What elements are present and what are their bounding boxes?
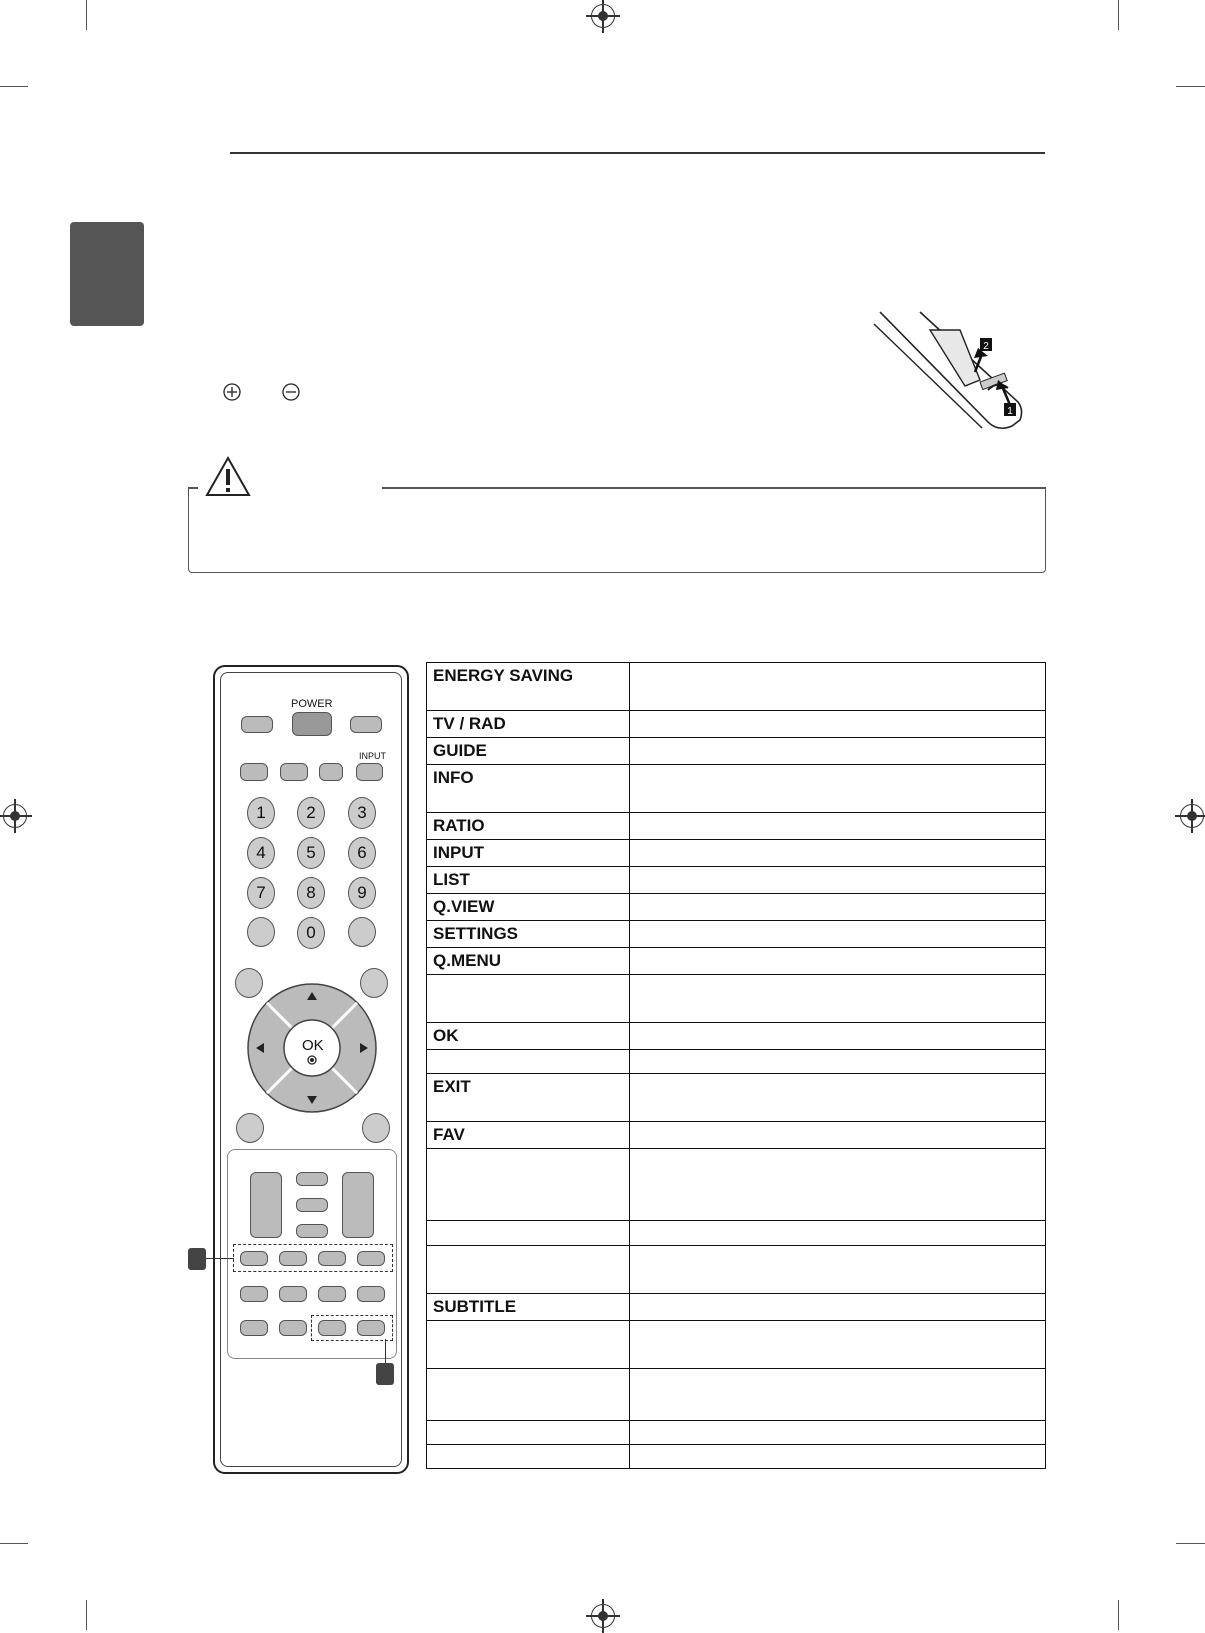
table-value	[630, 1074, 1046, 1122]
subtitle-button[interactable]	[357, 1286, 385, 1302]
table-value	[630, 1246, 1046, 1294]
callout-2-line	[385, 1339, 386, 1365]
number-3-button[interactable]: 3	[348, 797, 376, 829]
table-key	[427, 975, 630, 1023]
caution-box	[188, 487, 1046, 573]
channel-rocker[interactable]	[342, 1172, 374, 1238]
pause-button[interactable]	[318, 1286, 346, 1302]
remote-battery-illustration	[870, 310, 1030, 435]
mute-button[interactable]	[296, 1224, 328, 1238]
header-rule	[230, 152, 1045, 154]
qview-button[interactable]	[348, 917, 376, 947]
topt-button[interactable]	[357, 1320, 385, 1336]
fast-forward-button[interactable]	[279, 1320, 307, 1336]
table-value	[630, 663, 1046, 711]
table-value	[630, 921, 1046, 948]
plus-terminal-icon	[222, 382, 242, 402]
table-key: SETTINGS	[427, 921, 630, 948]
number-9-button[interactable]: 9	[348, 877, 376, 909]
callout-1-marker	[188, 1248, 206, 1270]
table-value	[630, 1369, 1046, 1421]
blue-button[interactable]	[357, 1251, 385, 1266]
table-key: FAV	[427, 1122, 630, 1149]
table-value	[630, 1050, 1046, 1074]
table-value	[630, 711, 1046, 738]
input-label: INPUT	[359, 751, 386, 761]
number-2-button[interactable]: 2	[297, 797, 325, 829]
registration-mark-left	[3, 804, 27, 828]
table-key: RATIO	[427, 813, 630, 840]
red-button[interactable]	[240, 1251, 268, 1266]
table-value	[630, 1294, 1046, 1321]
table-value	[630, 765, 1046, 813]
number-8-button[interactable]: 8	[297, 877, 325, 909]
table-key: TV / RAD	[427, 711, 630, 738]
table-key	[427, 1369, 630, 1421]
table-value	[630, 738, 1046, 765]
play-button[interactable]	[279, 1286, 307, 1302]
table-key	[427, 1246, 630, 1294]
power-button[interactable]	[292, 712, 332, 736]
yellow-button[interactable]	[318, 1251, 346, 1266]
table-key	[427, 1149, 630, 1221]
ok-label: OK	[302, 1037, 324, 1054]
green-button[interactable]	[279, 1251, 307, 1266]
ratio-button[interactable]	[319, 763, 343, 781]
number-0-button[interactable]: 0	[297, 917, 325, 949]
text-button[interactable]	[318, 1320, 346, 1336]
number-6-button[interactable]: 6	[348, 837, 376, 869]
table-value	[630, 948, 1046, 975]
table-key: OK	[427, 1023, 630, 1050]
table-value	[630, 1023, 1046, 1050]
callout-2-marker	[376, 1363, 394, 1385]
table-key: INFO	[427, 765, 630, 813]
table-key: LIST	[427, 867, 630, 894]
number-7-button[interactable]: 7	[247, 877, 275, 909]
tv-rad-button[interactable]	[350, 716, 382, 733]
table-value	[630, 894, 1046, 921]
fav-button[interactable]	[296, 1172, 328, 1186]
table-value	[630, 1149, 1046, 1221]
caution-box-top-left	[188, 487, 198, 489]
registration-mark-top	[591, 4, 615, 28]
number-1-button[interactable]: 1	[247, 797, 275, 829]
table-key	[427, 1321, 630, 1369]
registration-mark-bottom	[591, 1604, 615, 1628]
guide-button[interactable]	[240, 763, 268, 781]
exit-button[interactable]	[362, 1113, 390, 1143]
table-value	[630, 975, 1046, 1023]
simplink-button[interactable]	[296, 1198, 328, 1212]
table-key: GUIDE	[427, 738, 630, 765]
volume-rocker[interactable]	[250, 1172, 282, 1238]
info-button[interactable]	[280, 763, 308, 781]
table-key: SUBTITLE	[427, 1294, 630, 1321]
registration-mark-right	[1180, 804, 1204, 828]
table-key: ENERGY SAVING	[427, 663, 630, 711]
table-key	[427, 1421, 630, 1445]
table-value	[630, 867, 1046, 894]
table-value	[630, 1445, 1046, 1469]
table-value	[630, 1221, 1046, 1246]
table-key	[427, 1050, 630, 1074]
table-value	[630, 1122, 1046, 1149]
table-value	[630, 840, 1046, 867]
table-key: EXIT	[427, 1074, 630, 1122]
back-button[interactable]	[236, 1113, 264, 1143]
table-key	[427, 1445, 630, 1469]
stop-button[interactable]	[240, 1286, 268, 1302]
table-value	[630, 813, 1046, 840]
number-5-button[interactable]: 5	[297, 837, 325, 869]
battery-step-2: 2	[983, 341, 989, 352]
number-4-button[interactable]: 4	[247, 837, 275, 869]
power-label: POWER	[291, 698, 333, 710]
table-key: INPUT	[427, 840, 630, 867]
energy-saving-button[interactable]	[241, 716, 273, 733]
caution-box-top-right	[382, 487, 1045, 489]
list-button[interactable]	[247, 917, 275, 947]
chapter-tab	[70, 222, 144, 326]
table-key: Q.VIEW	[427, 894, 630, 921]
table-key: Q.MENU	[427, 948, 630, 975]
function-table	[426, 662, 1046, 1469]
callout-1-line	[206, 1258, 234, 1259]
input-button[interactable]	[356, 763, 383, 781]
minus-terminal-icon	[281, 382, 301, 402]
table-key	[427, 1221, 630, 1246]
table-value	[630, 1321, 1046, 1369]
battery-step-1: 1	[1007, 406, 1013, 417]
table-value	[630, 1421, 1046, 1445]
rewind-button[interactable]	[240, 1320, 268, 1336]
